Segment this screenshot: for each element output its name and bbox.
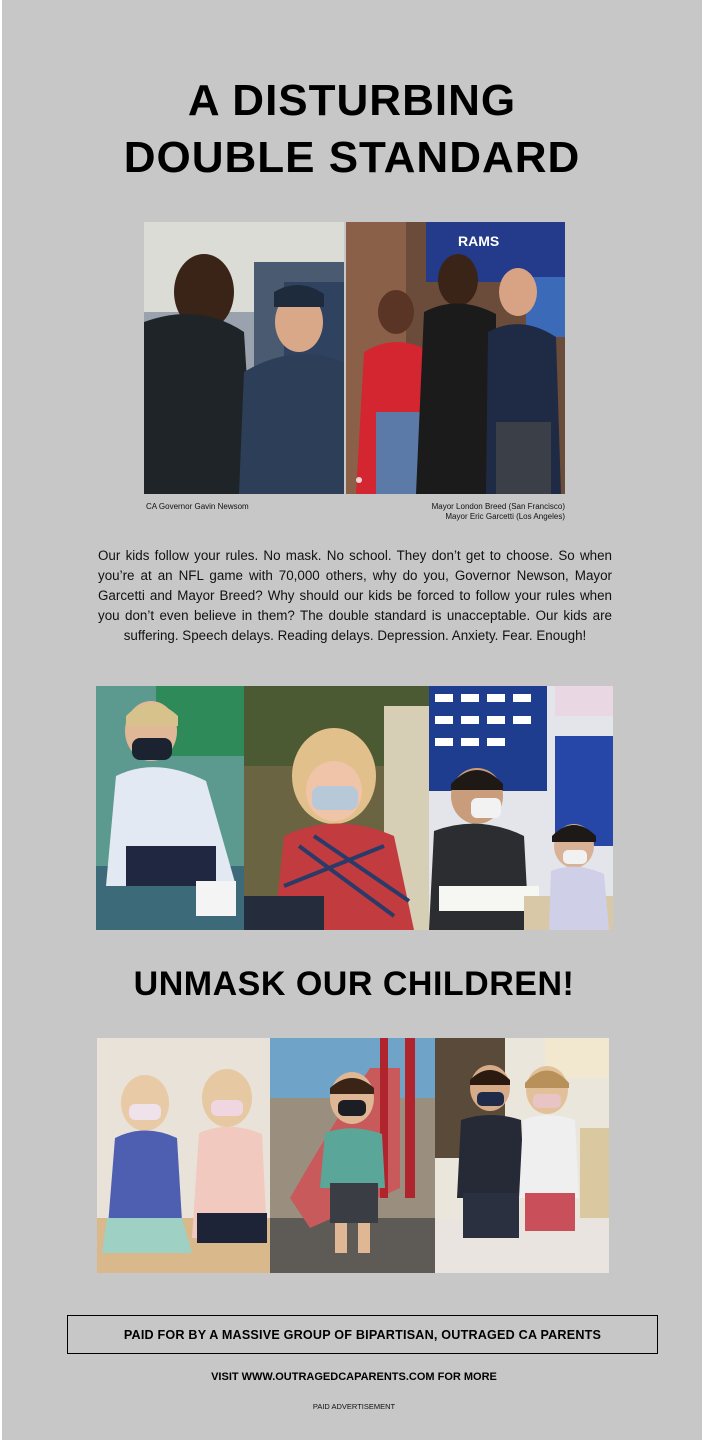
caption-mayors bbox=[372, 502, 565, 522]
photo-boy-sitting-masked bbox=[96, 686, 244, 930]
caption-mayor-breed: Mayor London Breed (San Francisco) bbox=[431, 502, 565, 511]
headline-line-1: A DISTURBING bbox=[187, 76, 517, 125]
photo-boy-playground-masked bbox=[270, 1038, 435, 1273]
caption-governor: CA Governor Gavin Newsom bbox=[146, 502, 249, 511]
advertisement-page bbox=[2, 0, 702, 1440]
stadium-sign-text: RAMS bbox=[458, 233, 500, 249]
photo-two-girls-masked bbox=[97, 1038, 270, 1273]
body-paragraph: Our kids follow your rules. No mask. No school. They don’t get to choose. So when you’re at an NFL game with 70,000 others, why do you, Governor Newson, Mayor Garcetti and Mayor Breed? Why should our kids be forced to follow your rules when you don’t even believe in them? The double standard is unacceptable. Our kids are suffering. Speech delays. Reading delays. Depression. Anxiety. Fear. Enough! bbox=[98, 548, 612, 643]
paid-advertisement-disclaimer: PAID ADVERTISEMENT bbox=[312, 1402, 396, 1411]
paid-for-text: PAID FOR BY A MASSIVE GROUP OF BIPARTISAN, OUTRAGED CA PARENTS bbox=[123, 1327, 602, 1342]
photo-two-boys-classroom-masked bbox=[435, 1038, 609, 1273]
headline-line-2: DOUBLE STANDARD bbox=[123, 133, 581, 182]
visit-website-text: VISIT WWW.OUTRAGEDCAPARENTS.COM FOR MORE bbox=[211, 1371, 497, 1383]
photo-mayors-at-stadium bbox=[346, 222, 565, 494]
paid-for-notice bbox=[67, 1315, 658, 1354]
subheadline: UNMASK OUR CHILDREN! bbox=[133, 965, 575, 1003]
caption-mayor-garcetti: Mayor Eric Garcetti (Los Angeles) bbox=[445, 512, 565, 521]
photo-girl-plaid-masked bbox=[244, 686, 429, 930]
photo-classroom-kids-masked bbox=[429, 686, 613, 930]
photo-governor-at-stadium bbox=[144, 222, 344, 494]
